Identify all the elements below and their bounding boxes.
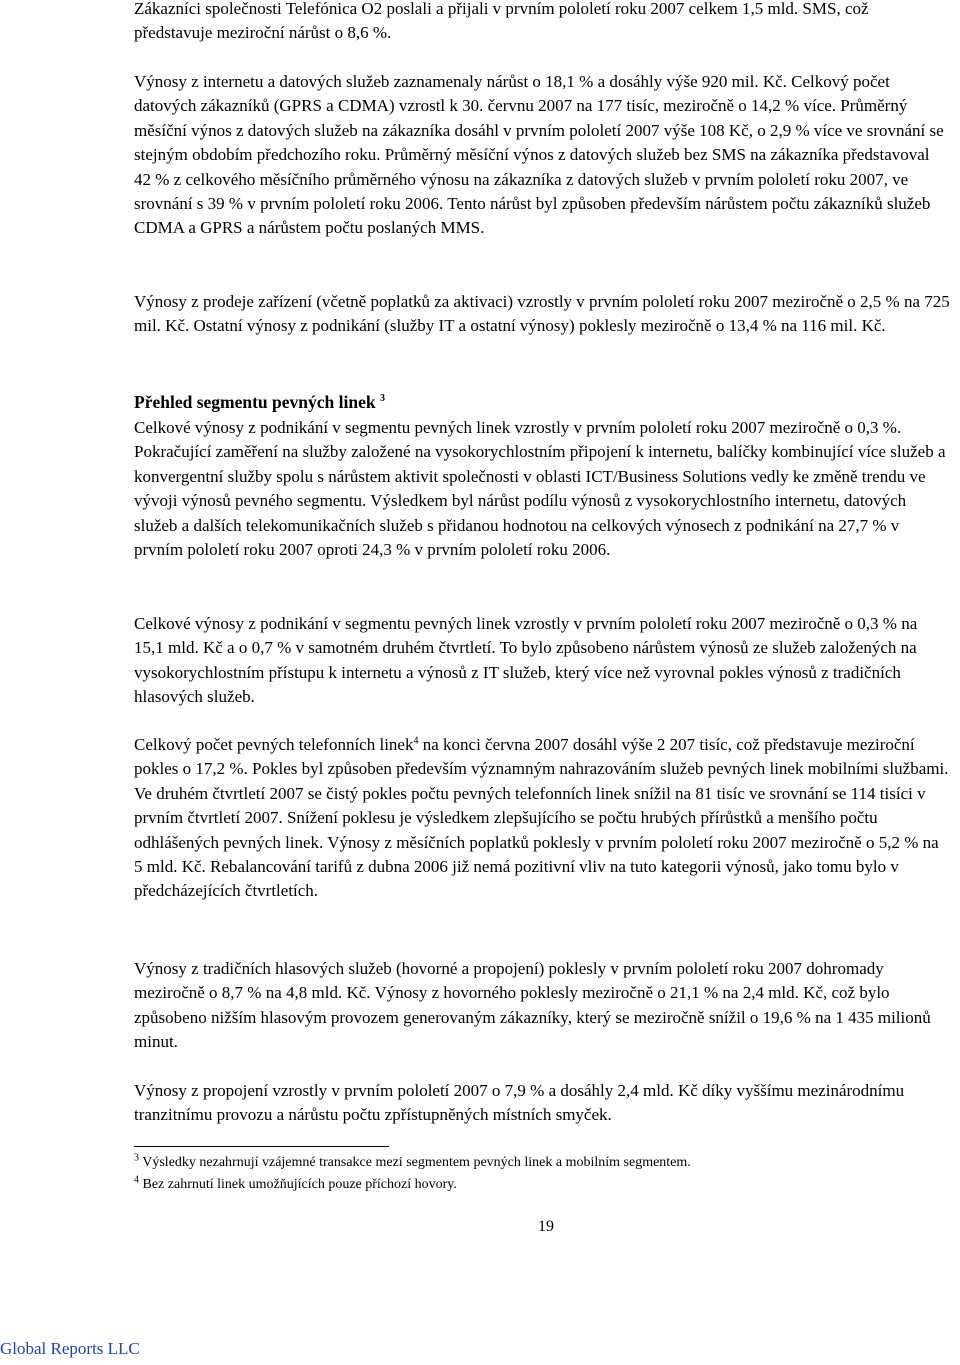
lines-footnote-ref: 4 (413, 735, 419, 747)
footnote-4-text: Bez zahrnutí linek umožňujících pouze příchozí hovory. (139, 1177, 457, 1192)
paragraph-voice-revenue: Výnosy z tradičních hlasových služeb (hovorné a propojení) poklesly v prvním pololetí roku 2007 dohromady meziročně o 8,7 % na 4,8 mld. Kč. Výnosy z hovorného poklesly meziročně o 21,1 % na 2,4 mld. Kč, což bylo způsobeno nižším hlasovým provozem generovaným zákazníky, který se meziročně snížil o 19,6 % na 1 435 milionů minut. (134, 959, 931, 1052)
paragraph-equipment-revenue: Výnosy z prodeje zařízení (včetně poplatků za aktivaci) vzrostly v prvním pololetí roku 2007 meziročně o 2,5 % na 725 mil. Kč. Ostatní výnosy z podnikání (služby IT a ostatní výnosy) poklesly meziročně o 13,4 % na 116 mil. Kč. (134, 292, 950, 336)
page-number: 19 (538, 1218, 554, 1235)
footnote-3 (134, 1154, 950, 1172)
footnote-divider (134, 1146, 389, 1147)
paragraph-interconnect-revenue: Výnosy z propojení vzrostly v prvním pololetí 2007 o 7,9 % a dosáhly 2,4 mld. Kč díky vyššímu mezinárodnímu tranzitnímu provozu a nárůstu počtu zpřístupněných místních smyček. (134, 1081, 905, 1125)
footnote-3-text: Výsledky nezahrnují vzájemné transakce mezi segmentem pevných linek a mobilním segmentem. (139, 1155, 691, 1170)
paragraph-sms-traffic: Zákazníci společnosti Telefónica O2 poslali a přijali v prvním pololetí roku 2007 celkem 1,5 mld. SMS, což představuje meziroční nárůst o 8,6 %. (134, 0, 869, 43)
lines-count-body: na konci června 2007 dosáhl výše 2 207 tisíc, což představuje meziroční pokles o 17,2 %. Pokles byl způsoben především významným nahrazováním služeb pevných linek mobilními službami. Ve druhém čtvrtletí 2007 se čistý pokles počtu pevných telefonních linek snížil na 81 tisíc ve srovnání se 114 tisíci v prvním čtvrtletí 2007. Snížení poklesu je výsledkem zlepšujícího se počtu hrubých přírůstků a menšího počtu odhlášených pevných linek. Výnosy z měsíčních poplatků poklesly v prvním pololetí roku 2007 meziročně o 5,2 % na 5 mld. Kč. Rebalancování tarifů z dubna 2006 již nemá pozitivní vliv na tuto kategorii výnosů, jako tomu bylo v předcházejících čtvrtletích. (134, 735, 949, 901)
lines-count-lead: Celkový počet pevných telefonních linek (134, 735, 414, 754)
paragraph-fixed-revenue-total: Celkové výnosy z podnikání v segmentu pevných linek vzrostly v prvním pololetí roku 2007 meziročně o 0,3 % na 15,1 mld. Kč a o 0,7 % v samotném druhém čtvrtletí. To bylo způsobeno nárůstem výnosů ze služeb založených na vysokorychlostním přístupu k internetu a výnosů z IT služeb, který více než vyrovnal pokles výnosů z tradičních hlasových služeb. (134, 614, 918, 707)
paragraph-data-revenue: Výnosy z internetu a datových služeb zaznamenaly nárůst o 18,1 % a dosáhly výše 920 mil. Kč. Celkový počet datových zákazníků (GPRS a CDMA) vzrostl k 30. červnu 2007 na 177 tisíc, meziročně o 14,2 % více. Průměrný měsíční výnos z datových služeb na zákazníka dosáhl v prvním pololetí 2007 výše 108 Kč, o 2,9 % více ve srovnání se stejným obdobím předchozího roku. Průměrný měsíční výnos z datových služeb bez SMS na zákazníka představoval 42 % z celkového měsíčního průměrného výnosu na zákazníka z datových služeb v prvním pololetí roku 2007, ve srovnání s 39 % v prvním pololetí roku 2006. Tento nárůst byl způsoben především nárůstem počtu zákazníků služeb CDMA a GPRS a nárůstem počtu poslaných MMS. (134, 72, 944, 238)
footnote-4-mark: 4 (134, 1174, 139, 1186)
heading-text: Přehled segmentu pevných linek (134, 392, 376, 412)
paragraph-fixed-lines-count (134, 733, 950, 904)
footnote-3-mark: 3 (134, 1152, 139, 1164)
section-heading-fixed-segment (134, 389, 950, 415)
footer-brand: Global Reports LLC (0, 1339, 140, 1358)
footnote-4 (134, 1176, 950, 1194)
heading-footnote-ref: 3 (379, 393, 385, 405)
paragraph-fixed-revenue-trend: Celkové výnosy z podnikání v segmentu pevných linek vzrostly v prvním pololetí roku 2007 meziročně o 0,3 %. Pokračující zaměření na služby založené na vysokorychlostním připojení k internetu, balíčky kombinující více služeb a konvergentní služby spolu s nárůstem aktivit společnosti v oblasti ICT/Business Solutions vedly ke změně trendu ve vývoji výnosů pevného segmentu. Výsledkem byl nárůst podílu výnosů z vysokorychlostního internetu, datových služeb a dalších telekomunikačních služeb s přidanou hodnotou na celkových výnosech z podnikání na 27,7 % v prvním pololetí roku 2007 oproti 24,3 % v prvním pololetí roku 2006. (134, 418, 946, 560)
